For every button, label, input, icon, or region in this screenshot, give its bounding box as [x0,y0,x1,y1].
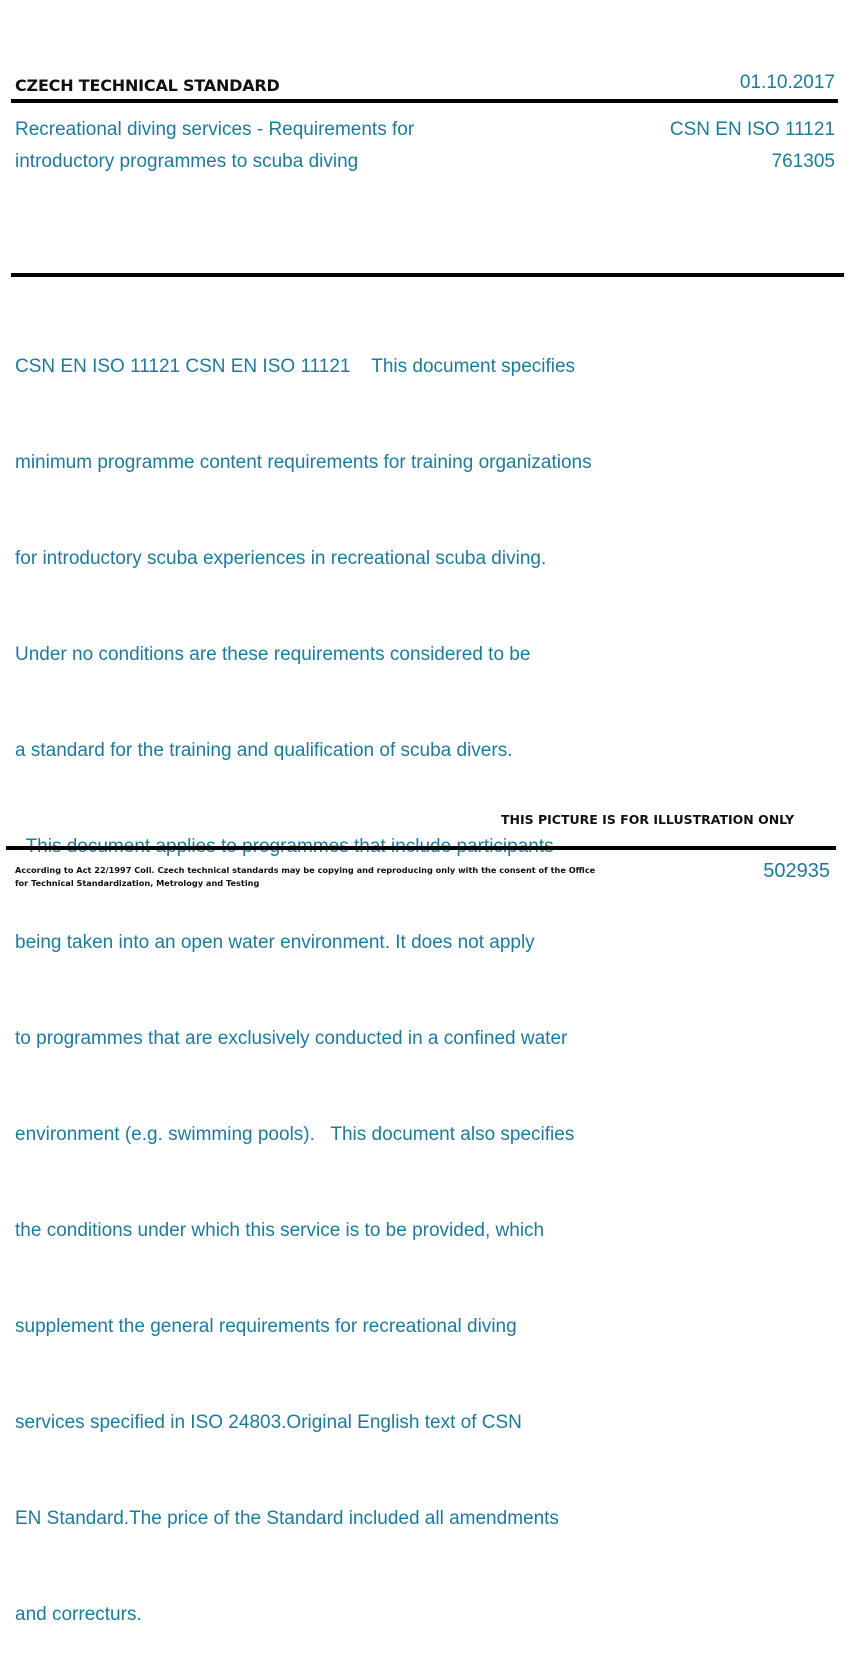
abstract-line: environment (e.g. swimming pools). This document also specifies [15,1124,575,1145]
abstract-line: supplement the general requirements for recreational diving [15,1316,517,1337]
legal-notice-line-2: for Technical Standardization, Metrology and Testing [15,877,260,888]
illustration-note: THIS PICTURE IS FOR ILLUSTRATION ONLY [501,812,795,827]
abstract-text [15,287,675,1663]
standard-type-label: CZECH TECHNICAL STANDARD [15,76,280,95]
publication-date: 01.10.2017 [739,72,835,93]
footer-divider [6,846,836,850]
section-divider [11,273,844,277]
document-title-line-1: Recreational diving services - Requirements for [15,119,415,140]
abstract-line: EN Standard.The price of the Standard included all amendments [15,1508,559,1529]
document-codes [670,114,835,178]
abstract-line: being taken into an open water environment. It does not apply [15,932,535,953]
catalogue-number: 761305 [771,151,835,172]
abstract-line: minimum programme content requirements for training organizations [15,452,592,473]
abstract-line: and correcturs. [15,1604,142,1625]
document-title-line-2: introductory programmes to scuba diving [15,151,359,172]
standard-number: CSN EN ISO 11121 [669,119,835,140]
abstract-line: Under no conditions are these requirements considered to be [15,644,531,665]
abstract-line: for introductory scuba experiences in recreational scuba diving. [15,548,547,569]
header-divider [11,99,838,103]
abstract-line: the conditions under which this service is to be provided, which [15,1220,545,1241]
abstract-line: services specified in ISO 24803.Original English text of CSN [15,1412,522,1433]
abstract-line: CSN EN ISO 11121 CSN EN ISO 11121 This document specifies [15,356,576,377]
document-title [15,114,535,178]
abstract-line: to programmes that are exclusively conducted in a confined water [15,1028,568,1049]
abstract-line: a standard for the training and qualification of scuba divers. [15,740,513,761]
footer-code: 502935 [763,860,830,882]
legal-notice [15,864,615,889]
legal-notice-line-1: According to Act 22/1997 Coll. Czech technical standards may be copying and reproducing only with the consent of the Office [15,865,596,875]
